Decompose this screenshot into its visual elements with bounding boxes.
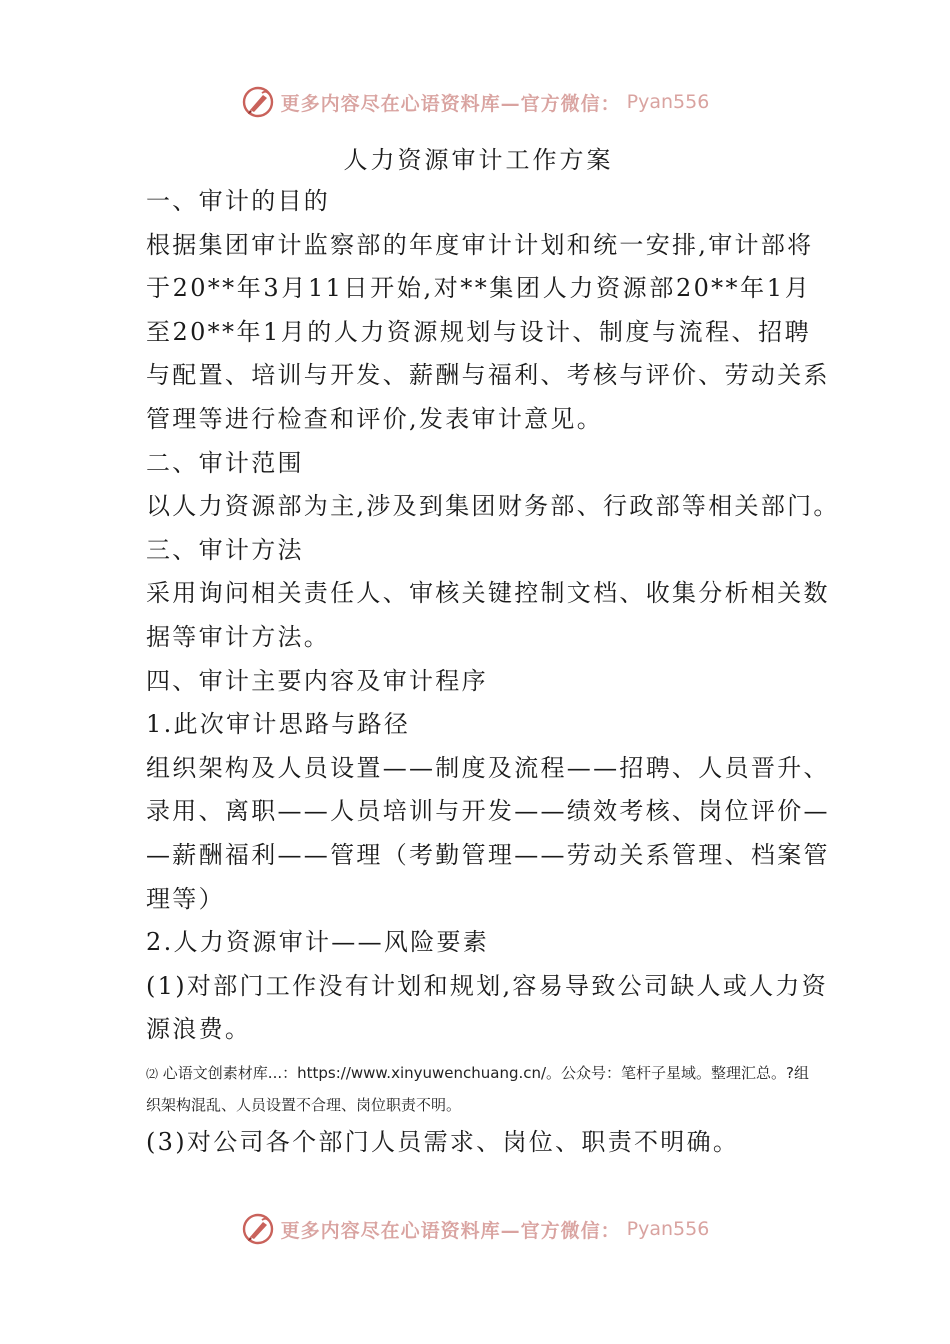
text-line: (1)对部门工作没有计划和规划,容易导致公司缺人或人力资 — [146, 971, 829, 1000]
text-line: 二、审计范围 — [146, 448, 304, 477]
bottom-banner — [0, 1209, 950, 1249]
text-line: 理等） — [146, 884, 225, 913]
banner-content — [241, 85, 710, 119]
banner-text: 更多内容尽在心语资料库—官方微信： — [280, 1219, 621, 1242]
pen-logo-icon — [241, 85, 275, 119]
text-line: 管理等进行检查和评价,发表审计意见。 — [146, 404, 604, 433]
final-line: (3)对公司各个部门人员需求、岗位、职责不明确。 — [146, 1127, 740, 1156]
banner-text: 更多内容尽在心语资料库—官方微信： — [280, 92, 621, 115]
text-line: —薪酬福利——管理（考勤管理——劳动关系管理、档案管 — [146, 840, 830, 869]
text-line: 三、审计方法 — [146, 535, 304, 564]
text-line: 2.人力资源审计——风险要素 — [146, 928, 490, 957]
text-line: 四、审计主要内容及审计程序 — [146, 666, 488, 695]
document-title: 人力资源审计工作方案 — [343, 146, 614, 174]
text-line: 至20**年1月的人力资源规划与设计、制度与流程、招聘 — [146, 317, 811, 346]
note-text: 心语文创素材库...：https://www.xinyuwenchuang.cn/。公众号：笔杆子星域。整理汇总。?组织架构混乱、人员设置不合理、岗位职责不明。 — [146, 1063, 810, 1114]
top-banner — [0, 82, 950, 122]
text-line: 以人力资源部为主,涉及到集团财务部、行政部等相关部门。 — [146, 492, 840, 521]
text-line: 组织架构及人员设置——制度及流程——招聘、人员晋升、 — [146, 753, 830, 782]
source-note — [146, 1058, 811, 1121]
text-line: 根据集团审计监察部的年度审计计划和统一安排,审计部将 — [146, 230, 814, 259]
banner-content — [241, 1212, 710, 1246]
banner-wechat-id: Pyan556 — [626, 1218, 710, 1240]
text-line: 于20**年3月11日开始,对**集团人力资源部20**年1月 — [146, 274, 811, 303]
text-line: 采用询问相关责任人、审核关键控制文档、收集分析相关数 — [146, 579, 830, 608]
text-line: 据等审计方法。 — [146, 622, 331, 651]
document-body — [146, 140, 840, 1164]
note-marker: ⑵ — [146, 1066, 159, 1081]
banner-wechat-id: Pyan556 — [626, 91, 710, 113]
text-line: 1.此次审计思路与路径 — [146, 710, 411, 739]
text-line: 源浪费。 — [146, 1015, 252, 1044]
paragraph-lines — [146, 180, 840, 1052]
pen-logo-icon — [241, 1212, 275, 1246]
text-line: 与配置、培训与开发、薪酬与福利、考核与评价、劳动关系 — [146, 361, 830, 390]
text-line: 录用、离职——人员培训与开发——绩效考核、岗位评价— — [146, 797, 830, 826]
text-line: 一、审计的目的 — [146, 187, 331, 215]
